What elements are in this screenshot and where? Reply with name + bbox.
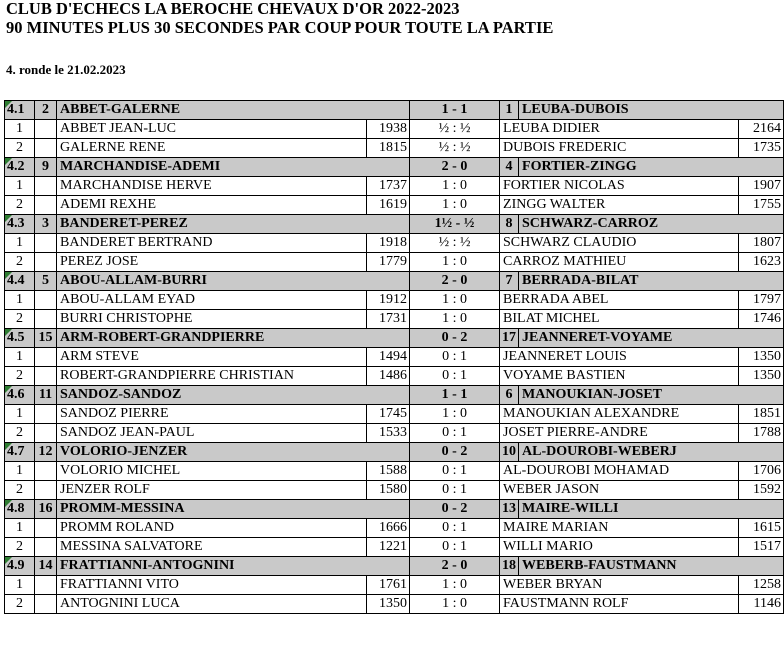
away-team-number: 13	[500, 500, 519, 519]
match-header-row	[5, 158, 784, 177]
spacer-cell	[35, 196, 57, 215]
board-row	[5, 177, 784, 196]
home-team-number: 3	[35, 215, 57, 234]
home-player-rating: 1815	[367, 139, 410, 158]
match-id: 4.9	[5, 557, 35, 576]
board-row	[5, 538, 784, 557]
game-result: 1 : 0	[410, 595, 500, 614]
board-number: 2	[5, 595, 35, 614]
board-number: 2	[5, 424, 35, 443]
home-player-rating: 1350	[367, 595, 410, 614]
board-number: 2	[5, 253, 35, 272]
match-score: 0 - 2	[410, 500, 500, 519]
home-team-name: BANDERET-PEREZ	[57, 215, 410, 234]
home-player-rating: 1666	[367, 519, 410, 538]
match-id: 4.1	[5, 101, 35, 120]
game-result: 0 : 1	[410, 538, 500, 557]
away-player-rating: 1797	[739, 291, 784, 310]
pairings-body	[5, 101, 784, 614]
away-team-number: 10	[500, 443, 519, 462]
match-header-row	[5, 557, 784, 576]
board-row	[5, 405, 784, 424]
home-team-name: PROMM-MESSINA	[57, 500, 410, 519]
home-team-number: 9	[35, 158, 57, 177]
game-result: 1 : 0	[410, 405, 500, 424]
home-team-name: VOLORIO-JENZER	[57, 443, 410, 462]
away-player-name: WILLI MARIO	[500, 538, 739, 557]
away-player-name: FORTIER NICOLAS	[500, 177, 739, 196]
match-header-row	[5, 329, 784, 348]
match-id: 4.5	[5, 329, 35, 348]
home-team-number: 5	[35, 272, 57, 291]
away-player-name: BILAT MICHEL	[500, 310, 739, 329]
away-team-name: AL-DOUROBI-WEBERJ	[519, 443, 784, 462]
home-player-name: BURRI CHRISTOPHE	[57, 310, 367, 329]
away-player-name: MAIRE MARIAN	[500, 519, 739, 538]
home-team-name: ABOU-ALLAM-BURRI	[57, 272, 410, 291]
spacer-cell	[35, 120, 57, 139]
home-player-name: ABBET JEAN-LUC	[57, 120, 367, 139]
away-player-name: FAUSTMANN ROLF	[500, 595, 739, 614]
game-result: 0 : 1	[410, 481, 500, 500]
game-result: ½ : ½	[410, 234, 500, 253]
page-subtitle: 90 MINUTES PLUS 30 SECONDES PAR COUP POUR TOUTE LA PARTIE	[6, 18, 554, 37]
match-score: 1 - 1	[410, 386, 500, 405]
board-row	[5, 367, 784, 386]
home-team-name: SANDOZ-SANDOZ	[57, 386, 410, 405]
match-id: 4.7	[5, 443, 35, 462]
board-number: 1	[5, 234, 35, 253]
away-player-name: WEBER JASON	[500, 481, 739, 500]
away-player-rating: 2164	[739, 120, 784, 139]
home-player-name: VOLORIO MICHEL	[57, 462, 367, 481]
spacer-cell	[35, 253, 57, 272]
board-row	[5, 424, 784, 443]
home-player-name: FRATTIANNI VITO	[57, 576, 367, 595]
board-row	[5, 462, 784, 481]
home-player-name: ARM STEVE	[57, 348, 367, 367]
match-header-row	[5, 215, 784, 234]
game-result: 1 : 0	[410, 196, 500, 215]
match-score: 1½ - ½	[410, 215, 500, 234]
home-team-number: 12	[35, 443, 57, 462]
board-number: 2	[5, 538, 35, 557]
home-player-name: BANDERET BERTRAND	[57, 234, 367, 253]
match-score: 2 - 0	[410, 557, 500, 576]
round-label: 4. ronde le 21.02.2023	[6, 62, 126, 77]
home-team-number: 2	[35, 101, 57, 120]
away-player-rating: 1788	[739, 424, 784, 443]
match-header-row	[5, 500, 784, 519]
home-player-rating: 1779	[367, 253, 410, 272]
board-number: 2	[5, 196, 35, 215]
home-team-name: ARM-ROBERT-GRANDPIERRE	[57, 329, 410, 348]
away-player-rating: 1706	[739, 462, 784, 481]
away-player-rating: 1907	[739, 177, 784, 196]
board-row	[5, 348, 784, 367]
away-player-rating: 1517	[739, 538, 784, 557]
home-player-rating: 1938	[367, 120, 410, 139]
away-player-name: DUBOIS FREDERIC	[500, 139, 739, 158]
home-player-rating: 1912	[367, 291, 410, 310]
home-player-rating: 1494	[367, 348, 410, 367]
home-team-name: FRATTIANNI-ANTOGNINI	[57, 557, 410, 576]
game-result: 0 : 1	[410, 462, 500, 481]
away-player-name: ZINGG WALTER	[500, 196, 739, 215]
away-player-rating: 1755	[739, 196, 784, 215]
match-score: 1 - 1	[410, 101, 500, 120]
home-player-rating: 1745	[367, 405, 410, 424]
home-player-name: GALERNE RENE	[57, 139, 367, 158]
away-team-number: 8	[500, 215, 519, 234]
board-number: 1	[5, 348, 35, 367]
away-player-rating: 1615	[739, 519, 784, 538]
board-row	[5, 576, 784, 595]
away-player-rating: 1592	[739, 481, 784, 500]
game-result: 1 : 0	[410, 253, 500, 272]
spacer-cell	[35, 310, 57, 329]
spacer-cell	[35, 348, 57, 367]
home-player-rating: 1533	[367, 424, 410, 443]
board-number: 1	[5, 405, 35, 424]
away-team-number: 17	[500, 329, 519, 348]
home-player-name: ADEMI REXHE	[57, 196, 367, 215]
home-player-name: MARCHANDISE HERVE	[57, 177, 367, 196]
game-result: 1 : 0	[410, 310, 500, 329]
board-number: 2	[5, 139, 35, 158]
match-score: 0 - 2	[410, 329, 500, 348]
board-number: 1	[5, 576, 35, 595]
board-row	[5, 310, 784, 329]
spacer-cell	[35, 405, 57, 424]
away-player-name: BERRADA ABEL	[500, 291, 739, 310]
away-team-name: SCHWARZ-CARROZ	[519, 215, 784, 234]
board-row	[5, 120, 784, 139]
match-score: 2 - 0	[410, 272, 500, 291]
board-number: 2	[5, 367, 35, 386]
match-header-row	[5, 443, 784, 462]
match-id: 4.2	[5, 158, 35, 177]
away-player-rating: 1807	[739, 234, 784, 253]
home-team-number: 14	[35, 557, 57, 576]
away-player-name: JOSET PIERRE-ANDRE	[500, 424, 739, 443]
home-team-number: 15	[35, 329, 57, 348]
home-player-name: SANDOZ JEAN-PAUL	[57, 424, 367, 443]
away-team-name: MAIRE-WILLI	[519, 500, 784, 519]
away-team-name: JEANNERET-VOYAME	[519, 329, 784, 348]
spacer-cell	[35, 367, 57, 386]
away-team-number: 1	[500, 101, 519, 120]
home-player-rating: 1737	[367, 177, 410, 196]
away-player-rating: 1350	[739, 348, 784, 367]
home-player-name: PEREZ JOSE	[57, 253, 367, 272]
away-player-name: LEUBA DIDIER	[500, 120, 739, 139]
board-number: 2	[5, 310, 35, 329]
match-id: 4.8	[5, 500, 35, 519]
home-player-rating: 1580	[367, 481, 410, 500]
match-id: 4.6	[5, 386, 35, 405]
home-team-name: MARCHANDISE-ADEMI	[57, 158, 410, 177]
away-team-number: 18	[500, 557, 519, 576]
away-player-name: MANOUKIAN ALEXANDRE	[500, 405, 739, 424]
home-player-name: ROBERT-GRANDPIERRE CHRISTIAN	[57, 367, 367, 386]
home-player-name: ANTOGNINI LUCA	[57, 595, 367, 614]
spacer-cell	[35, 139, 57, 158]
board-row	[5, 519, 784, 538]
away-team-number: 6	[500, 386, 519, 405]
game-result: 0 : 1	[410, 519, 500, 538]
spacer-cell	[35, 291, 57, 310]
board-row	[5, 595, 784, 614]
home-team-number: 11	[35, 386, 57, 405]
game-result: 1 : 0	[410, 291, 500, 310]
game-result: 1 : 0	[410, 177, 500, 196]
home-team-name: ABBET-GALERNE	[57, 101, 410, 120]
board-number: 1	[5, 291, 35, 310]
spacer-cell	[35, 462, 57, 481]
home-player-rating: 1619	[367, 196, 410, 215]
board-row	[5, 139, 784, 158]
away-player-rating: 1735	[739, 139, 784, 158]
spacer-cell	[35, 595, 57, 614]
spacer-cell	[35, 538, 57, 557]
home-player-rating: 1761	[367, 576, 410, 595]
spacer-cell	[35, 576, 57, 595]
match-id: 4.4	[5, 272, 35, 291]
board-row	[5, 291, 784, 310]
board-number: 1	[5, 519, 35, 538]
board-row	[5, 253, 784, 272]
match-score: 2 - 0	[410, 158, 500, 177]
away-player-name: SCHWARZ CLAUDIO	[500, 234, 739, 253]
game-result: 0 : 1	[410, 348, 500, 367]
home-player-rating: 1486	[367, 367, 410, 386]
match-header-row	[5, 101, 784, 120]
board-row	[5, 481, 784, 500]
spacer-cell	[35, 234, 57, 253]
match-score: 0 - 2	[410, 443, 500, 462]
home-player-name: ABOU-ALLAM EYAD	[57, 291, 367, 310]
home-player-rating: 1918	[367, 234, 410, 253]
away-team-name: MANOUKIAN-JOSET	[519, 386, 784, 405]
spacer-cell	[35, 519, 57, 538]
game-result: ½ : ½	[410, 139, 500, 158]
board-number: 1	[5, 462, 35, 481]
away-player-name: JEANNERET LOUIS	[500, 348, 739, 367]
away-team-name: FORTIER-ZINGG	[519, 158, 784, 177]
home-player-name: PROMM ROLAND	[57, 519, 367, 538]
spacer-cell	[35, 481, 57, 500]
board-number: 1	[5, 120, 35, 139]
away-player-rating: 1746	[739, 310, 784, 329]
pairings-table	[4, 100, 784, 614]
match-header-row	[5, 386, 784, 405]
away-player-name: VOYAME BASTIEN	[500, 367, 739, 386]
away-team-name: BERRADA-BILAT	[519, 272, 784, 291]
game-result: 1 : 0	[410, 576, 500, 595]
home-player-name: JENZER ROLF	[57, 481, 367, 500]
home-player-name: SANDOZ PIERRE	[57, 405, 367, 424]
spacer-cell	[35, 424, 57, 443]
board-number: 1	[5, 177, 35, 196]
match-id: 4.3	[5, 215, 35, 234]
away-team-number: 7	[500, 272, 519, 291]
game-result: 0 : 1	[410, 424, 500, 443]
home-player-rating: 1221	[367, 538, 410, 557]
away-team-name: WEBERB-FAUSTMANN	[519, 557, 784, 576]
board-row	[5, 234, 784, 253]
game-result: 0 : 1	[410, 367, 500, 386]
away-player-name: CARROZ MATHIEU	[500, 253, 739, 272]
page-title: CLUB D'ECHECS LA BEROCHE CHEVAUX D'OR 2022-2023	[6, 0, 460, 18]
away-player-rating: 1851	[739, 405, 784, 424]
away-player-name: WEBER BRYAN	[500, 576, 739, 595]
away-player-rating: 1350	[739, 367, 784, 386]
home-player-rating: 1588	[367, 462, 410, 481]
away-player-rating: 1146	[739, 595, 784, 614]
away-player-rating: 1258	[739, 576, 784, 595]
board-row	[5, 196, 784, 215]
spacer-cell	[35, 177, 57, 196]
match-header-row	[5, 272, 784, 291]
home-player-rating: 1731	[367, 310, 410, 329]
home-player-name: MESSINA SALVATORE	[57, 538, 367, 557]
board-number: 2	[5, 481, 35, 500]
away-player-name: AL-DOUROBI MOHAMAD	[500, 462, 739, 481]
game-result: ½ : ½	[410, 120, 500, 139]
away-team-number: 4	[500, 158, 519, 177]
home-team-number: 16	[35, 500, 57, 519]
away-player-rating: 1623	[739, 253, 784, 272]
away-team-name: LEUBA-DUBOIS	[519, 101, 784, 120]
